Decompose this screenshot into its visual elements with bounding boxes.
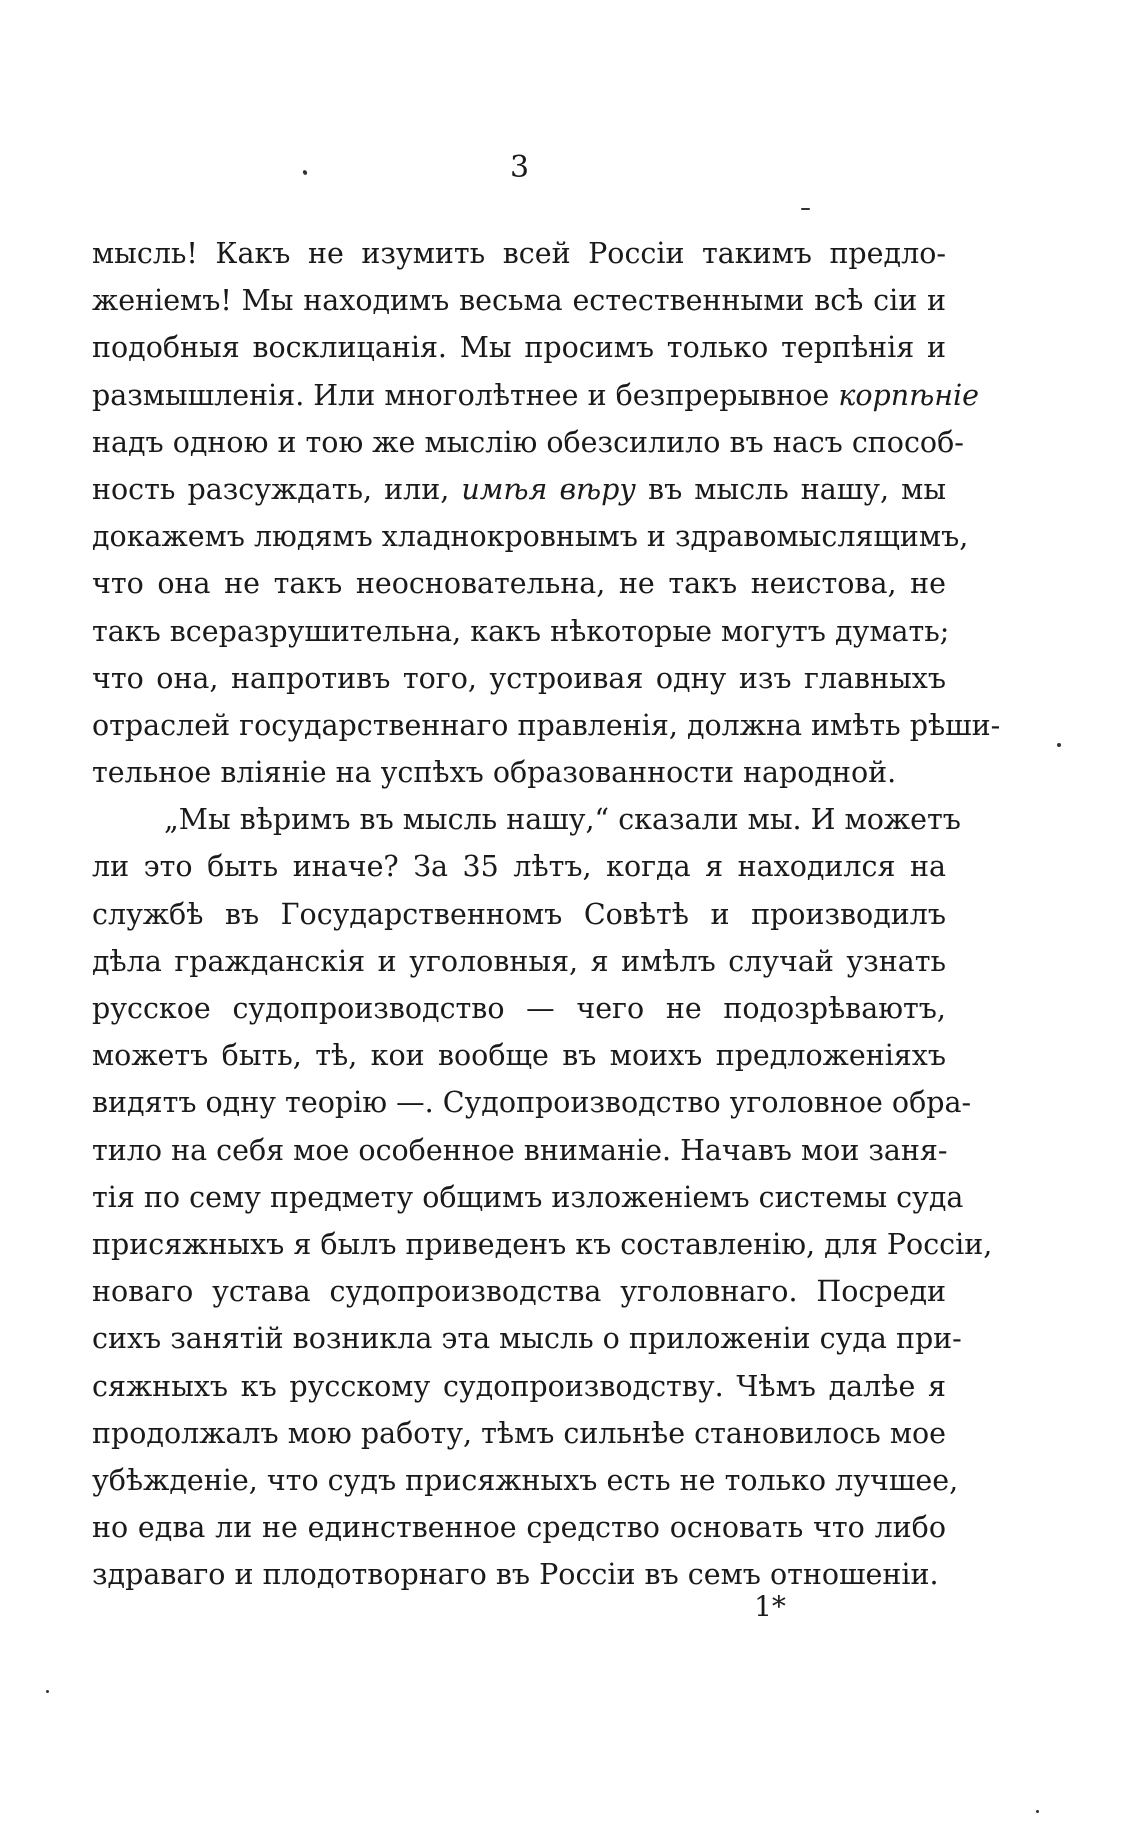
- text-line: тія по сему предмету общимъ изложеніемъ системы суда: [92, 1180, 964, 1214]
- text-line: [92, 466, 946, 513]
- text-fragment: ность разсуждать, или,: [92, 472, 462, 506]
- text-line: мысль! Какъ не изумить всей Россіи такимъ предло-: [92, 237, 946, 270]
- signature-mark: 1*: [754, 1590, 786, 1623]
- text-line: такъ всеразрушительна, какъ нѣкоторые могутъ думать;: [92, 614, 950, 648]
- text-line: „Мы вѣримъ въ мысль нашу,“ сказали мы. И можетъ: [164, 803, 961, 837]
- text-line: но едва ли не единственное средство основать что либо: [92, 1511, 946, 1545]
- text-line: тельное вліяніе на успѣхъ образованности народной.: [92, 756, 897, 790]
- text-line: дѣла гражданскія и уголовныя, я имѣлъ случай узнать: [92, 944, 946, 978]
- text-line: подобныя восклицанія. Мы просимъ только терпѣнія и: [92, 331, 946, 365]
- body-text: [92, 230, 1001, 1598]
- text-line: отраслей государственнаго правленія, должна имѣть рѣши-: [92, 708, 1001, 742]
- text-line: русское судопроизводство — чего не подозрѣваютъ,: [92, 992, 946, 1025]
- text-line: можетъ быть, тѣ, кои вообще въ моихъ предложеніяхъ: [92, 1039, 946, 1073]
- scan-speck: [46, 1690, 49, 1693]
- text-line: здраваго и плодотворнаго въ Россіи въ семъ отношеніи.: [92, 1558, 939, 1592]
- text-line: сихъ занятій возникла эта мысль о приложеніи суда при-: [92, 1322, 962, 1356]
- text-line: [92, 372, 980, 419]
- text-line: что она, напротивъ того, устроивая одну изъ главныхъ: [92, 661, 946, 695]
- text-line: женіемъ! Мы находимъ весьма естественными всѣ сіи и: [92, 284, 946, 318]
- text-line: продолжалъ мою работу, тѣмъ сильнѣе становилось мое: [92, 1416, 947, 1450]
- text-line: присяжныхъ я былъ приведенъ къ составленію, для Россіи,: [92, 1227, 993, 1261]
- text-fragment: въ мысль нашу, мы: [635, 472, 947, 506]
- text-line: что она не такъ неосновательна, не такъ неистова, не: [92, 567, 946, 601]
- text-line: видятъ одну теорію —. Судопроизводство уголовное обра-: [92, 1086, 972, 1120]
- text-line: надъ одною и тою же мыслію обезсилило въ насъ способ-: [92, 425, 964, 459]
- text-line: сяжныхъ къ русскому судопроизводству. Чѣмъ далѣе я: [92, 1369, 946, 1403]
- scan-speck: [1036, 1810, 1039, 1813]
- scan-speck: [801, 208, 810, 210]
- page-number: 3: [509, 150, 531, 185]
- text-line: докажемъ людямъ хладнокровнымъ и здравомыслящимъ,: [92, 520, 969, 554]
- text-line: убѣжденіе, что судъ присяжныхъ есть не только лучшее,: [92, 1463, 959, 1497]
- italic-word: корпѣніе: [838, 378, 980, 412]
- italic-phrase: имѣя вѣру: [461, 472, 636, 506]
- text-line: новаго устава судопроизводства уголовнаго. Посреди: [92, 1275, 946, 1309]
- text-line: службѣ въ Государственномъ Совѣтѣ и производилъ: [92, 897, 946, 931]
- text-fragment: размышленія. Или многолѣтнее и безпрерывное: [92, 378, 839, 412]
- scan-speck: [1057, 743, 1061, 747]
- text-line: тило на себя мое особенное вниманіе. Начавъ мои заня-: [92, 1133, 948, 1167]
- text-line: ли это быть иначе? За 35 лѣтъ, когда я находился на: [92, 850, 946, 884]
